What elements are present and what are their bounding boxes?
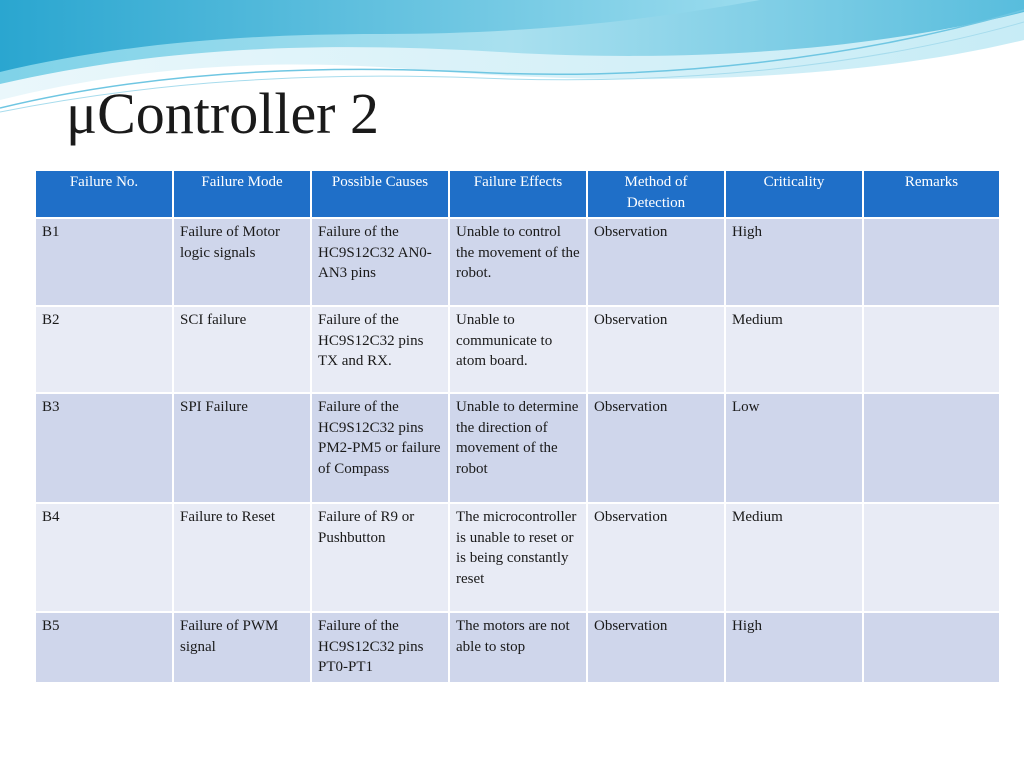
cell-criticality: High [725,218,863,306]
cell-criticality: High [725,612,863,683]
cell-possible-causes: Failure of R9 or Pushbutton [311,503,449,612]
header-method-of-detection: Method of Detection [587,170,725,218]
cell-failure-no: B5 [35,612,173,683]
slide-title: μController 2 [66,81,379,146]
cell-remarks [863,393,1000,503]
cell-possible-causes: Failure of the HC9S12C32 pins PM2-PM5 or failure of Compass [311,393,449,503]
cell-failure-effects: Unable to determine the direction of movement of the robot [449,393,587,503]
cell-remarks [863,306,1000,393]
table-row [35,612,1000,683]
header-remarks: Remarks [863,170,1000,218]
header-criticality: Criticality [725,170,863,218]
cell-method-of-detection: Observation [587,612,725,683]
cell-method-of-detection: Observation [587,503,725,612]
cell-criticality: Low [725,393,863,503]
cell-criticality: Medium [725,306,863,393]
table-row [35,306,1000,393]
cell-failure-mode: Failure of Motor logic signals [173,218,311,306]
cell-possible-causes: Failure of the HC9S12C32 AN0-AN3 pins [311,218,449,306]
cell-criticality: Medium [725,503,863,612]
table-row [35,393,1000,503]
header-failure-mode: Failure Mode [173,170,311,218]
fmea-table [34,169,1001,684]
cell-remarks [863,503,1000,612]
cell-method-of-detection: Observation [587,218,725,306]
cell-failure-effects: Unable to communicate to atom board. [449,306,587,393]
table-row [35,503,1000,612]
header-failure-effects: Failure Effects [449,170,587,218]
cell-failure-effects: The motors are not able to stop [449,612,587,683]
table-row [35,218,1000,306]
cell-failure-mode: Failure to Reset [173,503,311,612]
header-possible-causes: Possible Causes [311,170,449,218]
cell-remarks [863,612,1000,683]
cell-failure-no: B4 [35,503,173,612]
cell-failure-mode: Failure of PWM signal [173,612,311,683]
cell-possible-causes: Failure of the HC9S12C32 pins PT0-PT1 [311,612,449,683]
cell-remarks [863,218,1000,306]
cell-failure-no: B1 [35,218,173,306]
cell-method-of-detection: Observation [587,306,725,393]
cell-failure-no: B3 [35,393,173,503]
cell-failure-no: B2 [35,306,173,393]
cell-possible-causes: Failure of the HC9S12C32 pins TX and RX. [311,306,449,393]
table-header-row [35,170,1000,218]
header-failure-no: Failure No. [35,170,173,218]
cell-method-of-detection: Observation [587,393,725,503]
cell-failure-effects: Unable to control the movement of the robot. [449,218,587,306]
cell-failure-effects: The microcontroller is unable to reset or is being constantly reset [449,503,587,612]
cell-failure-mode: SCI failure [173,306,311,393]
cell-failure-mode: SPI Failure [173,393,311,503]
